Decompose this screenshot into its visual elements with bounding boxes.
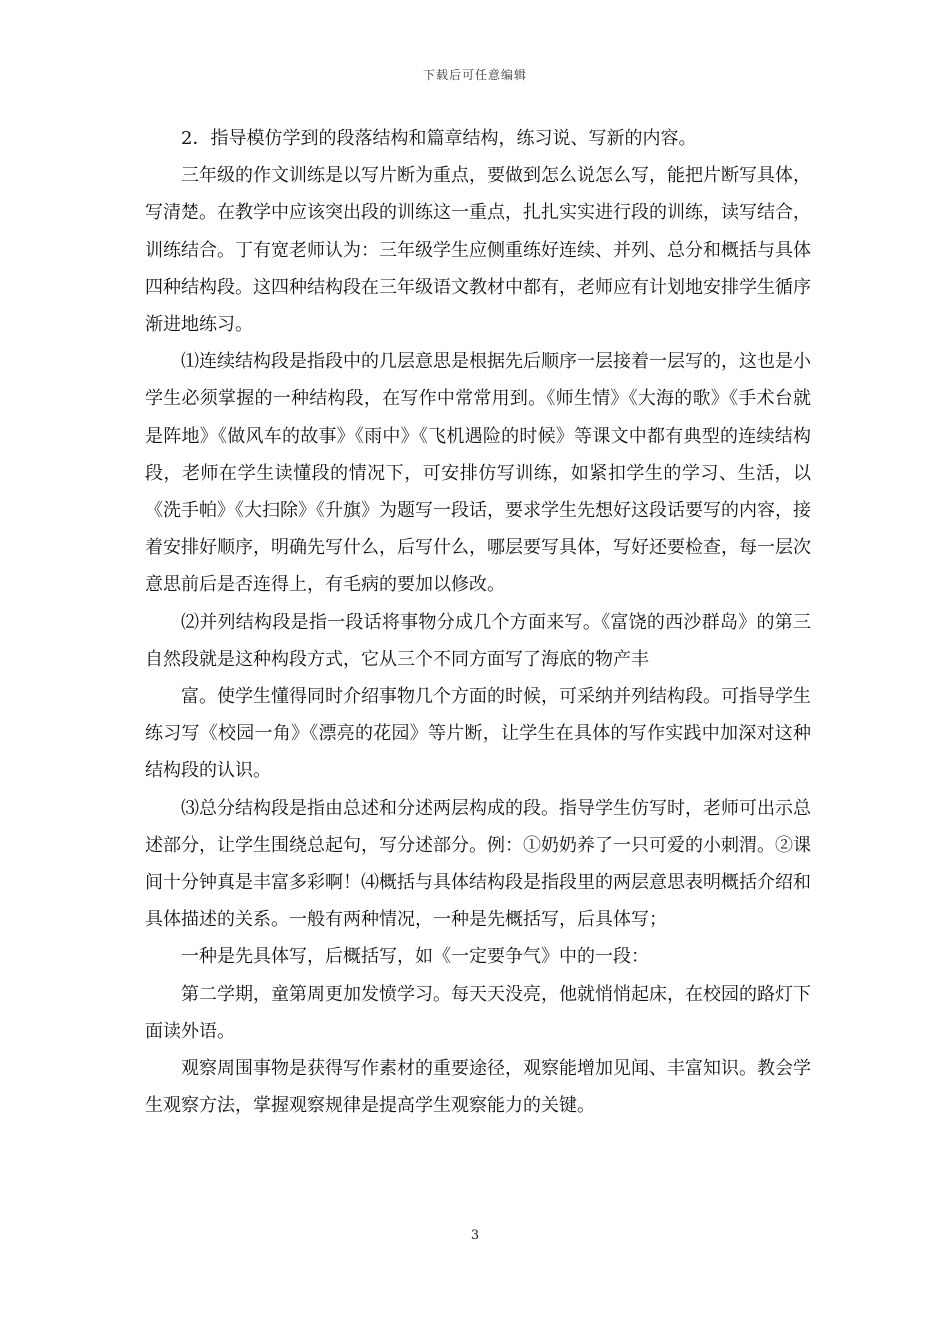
paragraph-9: 观察周围事物是获得写作素材的重要途径，观察能增加见闻、丰富知识。教会学生观察方法，掌握观察规律是提高学生观察能力的关键。 xyxy=(145,1058,811,1117)
paragraph-8: 第二学期，童第周更加发愤学习。每天天没亮，他就悄悄起床，在校园的路灯下面读外语。 xyxy=(145,983,811,1042)
page-number: 3 xyxy=(470,1228,480,1243)
page-header-note: 下载后可任意编辑 xyxy=(422,68,527,82)
paragraph-5: 富。使学生懂得同时介绍事物几个方面的时候，可采纳并列结构段。可指导学生练习写《校园一角》《漂亮的花园》等片断，让学生在具体的写作实践中加深对这种结构段的认识。 xyxy=(145,686,811,782)
paragraph-6: ⑶总分结构段是指由总述和分述两层构成的段。指导学生仿写时，老师可出示总述部分，让学生围绕总起句，写分述部分。例：①奶奶养了一只可爱的小刺渭。②课间十分钟真是丰富多彩啊！⑷概括与具体结构段是指段里的两层意思表明概括介绍和具体描述的关系。一般有两种情况，一种是先概括写，后具体写； xyxy=(145,797,811,931)
paragraph-1: 2．指导模仿学到的段落结构和篇章结构，练习说、写新的内容。 xyxy=(181,128,697,149)
paragraph-2: 三年级的作文训练是以写片断为重点，要做到怎么说怎么写，能把片断写具体，写清楚。在教学中应该突出段的训练这一重点，扎扎实实进行段的训练，读写结合，训练结合。丁有宽老师认为：三年级学生应侧重练好连续、并列、总分和概括与具体四种结构段。这四种结构段在三年级语文教材中都有，老师应有计划地安排学生循序渐进地练习。 xyxy=(145,165,811,336)
paragraph-7: 一种是先具体写，后概括写，如《一定要争气》中的一段： xyxy=(181,946,649,968)
paragraph-3: ⑴连续结构段是指段中的几层意思是根据先后顺序一层接着一层写的，这也是小学生必须掌握的一种结构段，在写作中常常用到。《师生情》《大海的歌》《手术台就是阵地》《做风车的故事》《雨中》《飞机遇险的时候》等课文中都有典型的连续结构段，老师在学生读懂段的情况下，可安排仿写训练，如紧扣学生的学习、生活，以《洗手帕》《大扫除》《升旗》为题写一段话，要求学生先想好这段话要写的内容，接着安排好顺序，明确先写什么，后写什么，哪层要写具体，写好还要检查，每一层次意思前后是否连得上，有毛病的要加以修改。 xyxy=(145,351,811,596)
paragraph-4: ⑵并列结构段是指一段话将事物分成几个方面来写。《富饶的西沙群岛》的第三自然段就是这种构段方式，它从三个不同方面写了海底的物产丰 xyxy=(145,611,811,670)
document-body xyxy=(145,120,811,1124)
